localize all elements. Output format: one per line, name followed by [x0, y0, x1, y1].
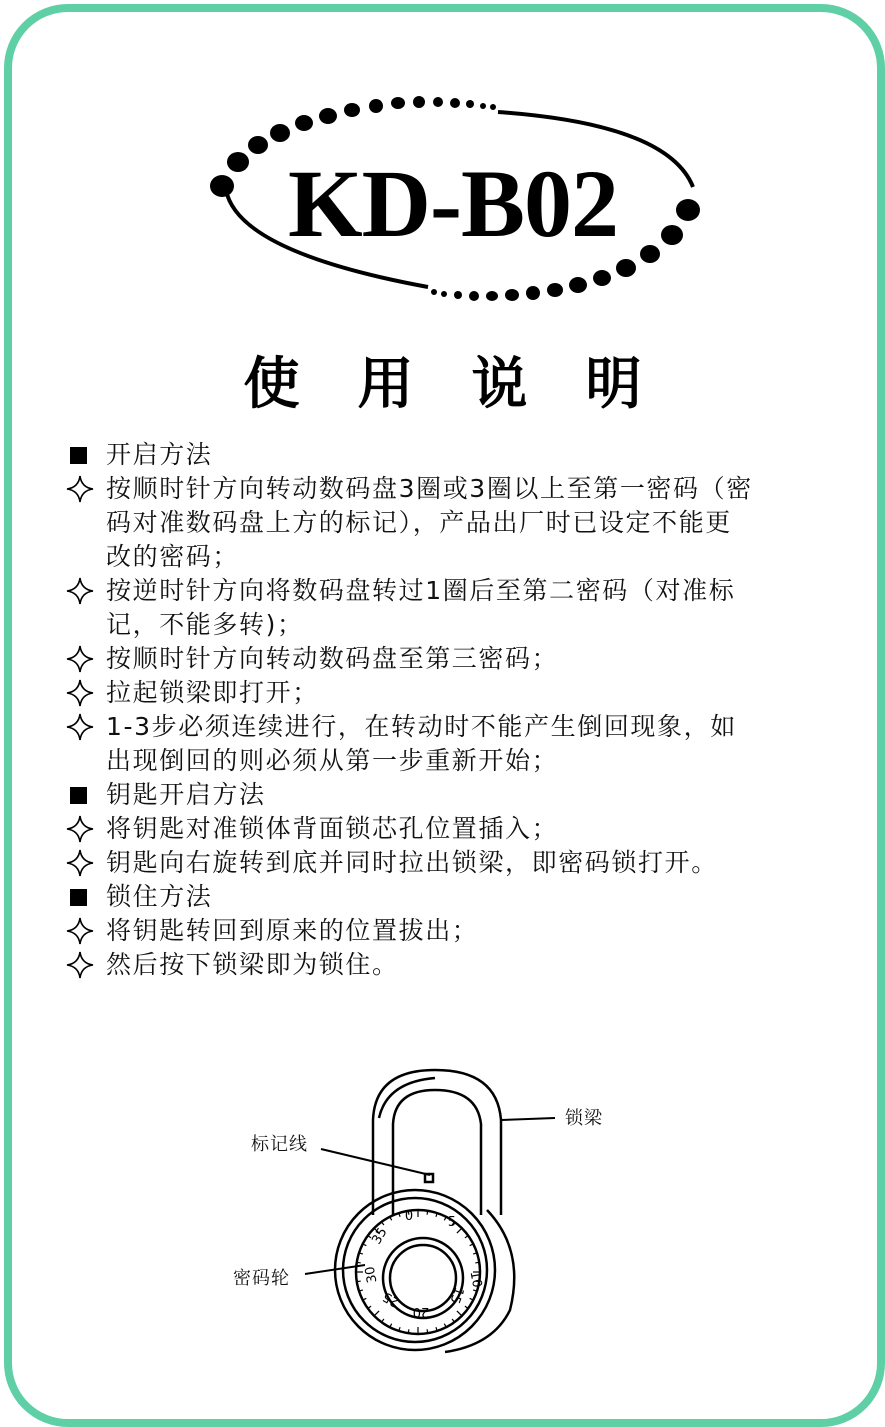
- lock-diagram: [225, 1060, 625, 1360]
- star-bullet-icon: [64, 676, 100, 710]
- instruction-line: [64, 948, 824, 982]
- dial-tick: [374, 1311, 379, 1316]
- line-text: 按顺时针方向转动数码盘至第三密码；: [106, 644, 559, 673]
- line-text: 钥匙向右旋转到底并同时拉出锁梁，即密码锁打开。: [106, 848, 718, 877]
- line-text: 改的密码；: [106, 542, 240, 571]
- dial-number-10: 10: [466, 1269, 485, 1289]
- dial-tick: [408, 1329, 409, 1333]
- dial-number-5: 5: [447, 1215, 457, 1230]
- line-text: 记，不能多转)；: [106, 610, 304, 639]
- instruction-line: [64, 642, 824, 676]
- square-bullet-icon: [64, 778, 100, 812]
- line-text: 按顺时针方向转动数码盘3圈或3圈以上至第一密码（密: [106, 474, 753, 503]
- instruction-line: [64, 812, 824, 846]
- instruction-line: [64, 914, 824, 948]
- section-heading: [64, 778, 824, 812]
- instruction-line: [64, 540, 824, 574]
- star-bullet-icon: [64, 812, 100, 846]
- page-title: 使用说明: [243, 352, 700, 417]
- section-heading: [64, 880, 824, 914]
- instruction-line: [64, 846, 824, 880]
- label-mark-line: 标记线: [251, 1134, 308, 1155]
- dial-number-15: 15: [446, 1284, 467, 1306]
- instructions: [64, 438, 824, 982]
- section-heading: [64, 438, 824, 472]
- line-text: 将钥匙转回到原来的位置拔出；: [106, 916, 479, 945]
- line-text: 拉起锁梁即打开；: [106, 678, 319, 707]
- dial-tick: [357, 1262, 361, 1263]
- instruction-line: [64, 608, 824, 642]
- instruction-line: [64, 744, 824, 778]
- line-text: 1-3步必须连续进行，在转动时不能产生倒回现象，如: [106, 712, 737, 741]
- dial-number-20: 20: [412, 1304, 430, 1319]
- star-bullet-icon: [64, 846, 100, 880]
- dial-number-0: 0: [404, 1209, 414, 1224]
- line-text: 钥匙开启方法: [106, 780, 266, 809]
- line-text: 然后按下锁梁即为锁住。: [106, 950, 399, 979]
- dial-number-30: 30: [362, 1265, 381, 1285]
- model-number: KD-B02: [288, 150, 618, 257]
- instruction-line: [64, 506, 824, 540]
- instruction-line: [64, 710, 824, 744]
- star-bullet-icon: [64, 710, 100, 744]
- label-shackle: 锁梁: [565, 1108, 603, 1129]
- star-bullet-icon: [64, 642, 100, 676]
- star-bullet-icon: [64, 472, 100, 506]
- instruction-line: [64, 676, 824, 710]
- dial-number-35: 35: [369, 1225, 391, 1248]
- instruction-line: [64, 472, 824, 506]
- star-bullet-icon: [64, 914, 100, 948]
- dial-tick: [457, 1228, 462, 1233]
- dial-tick: [475, 1262, 479, 1263]
- dial-tick: [457, 1311, 462, 1316]
- square-bullet-icon: [64, 880, 100, 914]
- label-dial: 密码轮: [233, 1268, 290, 1289]
- padlock-illustration: [225, 1060, 625, 1360]
- line-text: 将钥匙对准锁体背面锁芯孔位置插入；: [106, 814, 559, 843]
- line-text: 锁住方法: [106, 882, 213, 911]
- line-text: 码对准数码盘上方的标记），产品出厂时已设定不能更: [106, 508, 732, 537]
- line-text: 开启方法: [106, 440, 213, 469]
- dial-tick: [357, 1281, 361, 1282]
- line-text: 按逆时针方向将数码盘转过1圈后至第二密码（对准标: [106, 576, 736, 605]
- square-bullet-icon: [64, 438, 100, 472]
- dial-tick: [427, 1329, 428, 1333]
- instruction-line: [64, 574, 824, 608]
- dial-tick: [427, 1211, 428, 1215]
- star-bullet-icon: [64, 948, 100, 982]
- star-bullet-icon: [64, 574, 100, 608]
- line-text: 出现倒回的则必须从第一步重新开始；: [106, 746, 559, 775]
- dial-number-25: 25: [380, 1288, 403, 1310]
